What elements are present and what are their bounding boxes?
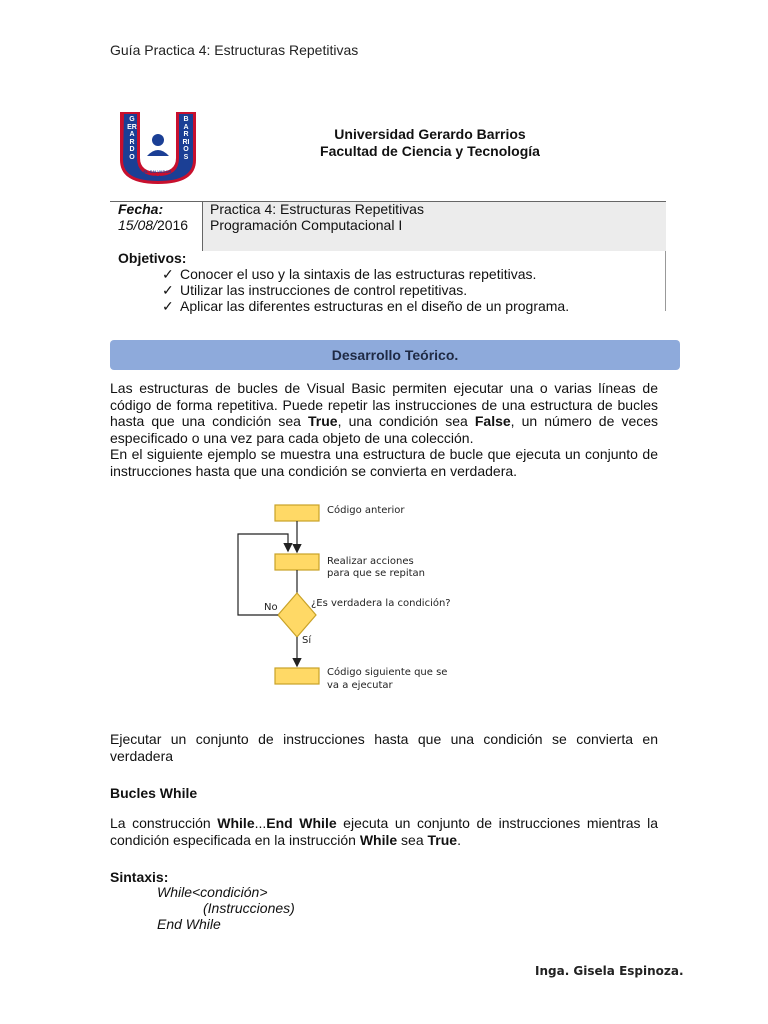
objetivo-item	[162, 266, 569, 282]
page-header	[110, 42, 358, 58]
logo-caption: EL SALVADOR, C.A.	[143, 169, 173, 179]
objetivo-item	[162, 298, 569, 314]
while-heading: Bucles While	[110, 785, 198, 801]
intro-text: , una condición sea	[337, 413, 475, 429]
table-column-divider	[202, 201, 203, 251]
objetivo-text: Conocer el uso y la sintaxis de las estructuras repetitivas.	[180, 266, 537, 282]
keyword-end-while: End While	[266, 815, 337, 831]
objetivos-label: Objetivos:	[118, 250, 187, 266]
footer-author: Inga. Gisela Espinoza.	[535, 964, 684, 978]
faculty-name: Facultad de Ciencia y Tecnología	[320, 143, 540, 159]
while-text: sea	[397, 831, 428, 848]
flow-label-next-1: Código siguiente que se	[327, 667, 448, 678]
flow-label-no: No	[264, 602, 278, 613]
syntax-label: Sintaxis:	[110, 869, 169, 885]
objetivos-list	[162, 266, 569, 314]
objetivo-item	[162, 282, 569, 298]
practice-title: Practica 4: Estructuras Repetitivas	[210, 201, 424, 217]
syntax-line-instructions: (Instrucciones)	[203, 900, 295, 916]
while-text: ejecuta un conjunto de instrucciones mientras la condición especificada en la instrucción	[110, 815, 658, 848]
institution-block	[200, 126, 660, 160]
while-text: La construcción	[110, 815, 218, 831]
flow-label-next-2: va a ejecutar	[327, 680, 393, 691]
intro-text: , un número de veces especificado o una vez para cada objeto de una colección.	[110, 413, 659, 446]
intro-text: Las estructuras de bucles de Visual Basic permiten ejecutar una o varias líneas de código de forma repetitiva. Puede repetir las instrucciones de una estructura de bucles hasta que una condición sea	[110, 380, 658, 429]
checkmark-icon: ✓	[162, 282, 174, 298]
logo-left-letters: GERARDO	[127, 116, 137, 161]
intro-paragraph	[110, 380, 658, 479]
logo-right-letters: BARRIOS	[182, 116, 190, 161]
section-heading-band: Desarrollo Teórico.	[110, 340, 680, 370]
fecha-day-month: 15/08/	[118, 217, 157, 233]
loop-flowchart	[230, 497, 500, 697]
flow-label-yes: Sí	[302, 635, 312, 646]
keyword-false: False	[474, 413, 511, 429]
keyword-while: While	[217, 815, 255, 831]
syntax-line-end-while: End While	[157, 916, 221, 932]
objetivo-text: Aplicar las diferentes estructuras en el diseño de un programa.	[180, 298, 570, 314]
keyword-while: While	[359, 831, 398, 848]
flow-label-previous: Código anterior	[327, 505, 405, 516]
header-prefix: Guía Practica 4:	[110, 42, 211, 58]
flow-label-actions-1: Realizar acciones	[327, 556, 414, 567]
while-text: ...	[254, 815, 267, 831]
flow-box-next	[275, 668, 319, 684]
header-title: Estructuras Repetitivas	[214, 42, 359, 58]
syntax-line-while: While<condición>	[157, 884, 268, 900]
info-table	[110, 201, 666, 314]
while-text: .	[457, 831, 461, 848]
flow-label-decision: ¿Es verdadera la condición?	[311, 598, 451, 609]
checkmark-icon: ✓	[162, 266, 174, 282]
fecha-label: Fecha:	[118, 201, 164, 217]
flow-box-previous	[275, 505, 319, 521]
fecha-value	[118, 217, 188, 233]
keyword-true: True	[308, 413, 338, 429]
university-logo	[118, 110, 198, 186]
objetivo-text: Utilizar las instrucciones de control repetitivas.	[180, 282, 468, 298]
checkmark-icon: ✓	[162, 298, 174, 314]
fecha-year: 2016	[156, 217, 189, 233]
course-name: Programación Computacional I	[210, 217, 403, 233]
intro-example-text: En el siguiente ejemplo se muestra una estructura de bucle que ejecuta un conjunto de instrucciones hasta que una condición se convierta en verdadera.	[110, 446, 658, 479]
flow-label-actions-2: para que se repitan	[327, 568, 426, 579]
keyword-true: True	[427, 831, 458, 848]
table-right-border	[665, 251, 666, 311]
while-paragraph	[110, 815, 658, 848]
university-name: Universidad Gerardo Barrios	[334, 126, 526, 142]
flow-box-actions	[275, 554, 319, 570]
flowchart-caption: Ejecutar un conjunto de instrucciones hasta que una condición se convierta en verdadera	[110, 731, 658, 764]
